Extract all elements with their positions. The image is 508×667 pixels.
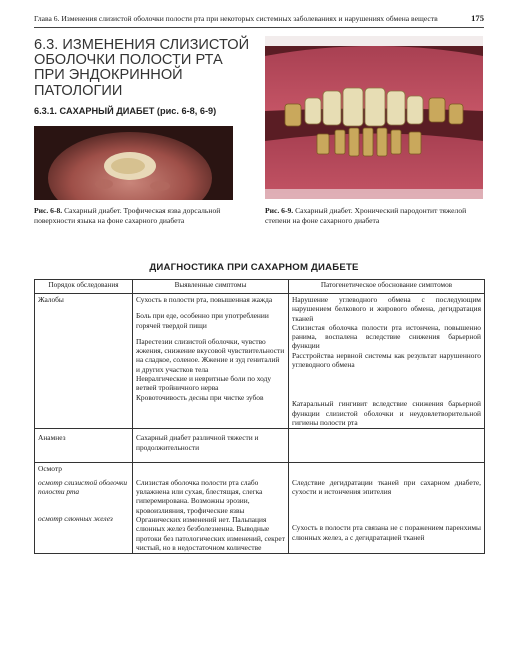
row-label: Жалобы <box>35 294 133 429</box>
symptom-text: Невралгические и невритные боли по ходу ветвей тройничного нерва <box>136 374 272 393</box>
symptom-text: Парестезии слизистой оболочки, чувство жжения, снижение вкусовой чувствительности на сладкое, соленое. Жжение и зуд гениталий и других участков тела <box>136 336 285 374</box>
periodontitis-teeth-image <box>265 36 483 199</box>
column-header: Выявленные симптомы <box>133 280 289 294</box>
rationale-text: Расстройства нервной системы как результат нарушенного углеводного обмена <box>292 350 481 370</box>
table-title: ДИАГНОСТИКА ПРИ САХАРНОМ ДИАБЕТЕ <box>149 262 359 273</box>
table-row-exam <box>35 462 485 553</box>
rationale-text: Следствие дегидратации тканей при сахарном диабете, сухости и истончения эпителия <box>292 477 481 497</box>
rationale-text: Слизистая оболочка полости рта истончена, повышенно ранима, воспалена вследствие снижения барьерной функции <box>292 322 481 351</box>
exam-sub-label: осмотр слюнных желез <box>38 513 113 523</box>
symptom-text: Боль при еде, особенно при употреблении горячей твердой пищи <box>136 311 269 330</box>
symptom-text: Органических изменений нет. Пальпация слюнных желез безболезненна. Выводные протоки без патологических изменений, секрет чистый, но в недостаточном количестве <box>136 515 285 552</box>
symptoms-cell <box>133 294 289 429</box>
diagnostics-table <box>34 279 485 554</box>
figure-label: Рис. 6-9. <box>265 206 294 215</box>
row-label: Анамнез <box>35 429 133 463</box>
symptom-text: Сухость в полости рта, повышенная жажда <box>136 295 273 304</box>
figure-6-8-caption <box>34 206 250 225</box>
diagnostics-table-wrap <box>34 279 484 554</box>
exam-label-cell <box>35 462 133 553</box>
rationale-text: Сухость в полости рта связана не с поражением паренхимы слюнных желез, а с дегидратацией тканей <box>292 523 481 542</box>
section-title: 6.3. ИЗМЕНЕНИЯ СЛИЗИСТОЙ ОБОЛОЧКИ ПОЛОСТИ РТА ПРИ ЭНДОКРИННОЙ ПАТОЛОГИИ <box>34 37 250 99</box>
symptoms-cell <box>133 462 289 553</box>
exam-sub-label: осмотр слизистой оболочки полости рта <box>38 478 128 497</box>
rationale-cell <box>289 294 485 429</box>
rationale-cell <box>289 429 485 463</box>
column-header: Порядок обследования <box>35 280 133 294</box>
running-head <box>34 11 484 28</box>
row-label: Осмотр <box>38 463 62 473</box>
table-row-anamnesis <box>35 429 485 463</box>
page-number: 175 <box>471 13 484 23</box>
symptom-text: Слизистая оболочка полости рта слабо увлажнена или сухая, блестящая, слегка гиперемирована. Возможны эрозии, кровоизлияния, трофические язвы <box>136 477 263 515</box>
figure-tongue-photo <box>34 126 233 200</box>
rationale-text: Нарушение углеводного обмена с последующим нарушением белкового и жирового обмена, дегидратация тканей <box>292 295 481 323</box>
subsection-title: 6.3.1. САХАРНЫЙ ДИАБЕТ (рис. 6-8, 6-9) <box>34 106 217 116</box>
rationale-text: Катаральный гингивит вследствие снижения барьерной функции слизистой оболочки и неудовлетворительной гигиены полости рта <box>292 399 481 427</box>
table-header-row <box>35 280 485 294</box>
figure-periodontitis-photo <box>265 36 483 199</box>
figure-caption-text: Сахарный диабет. Хронический пародонтит тяжелой степени на фоне сахарного диабета <box>265 206 467 225</box>
figure-label: Рис. 6-8. <box>34 206 63 215</box>
symptom-text: Кровоточивость десны при чистке зубов <box>136 392 264 402</box>
figure-6-9-caption <box>265 206 487 225</box>
figure-caption-text: Сахарный диабет. Трофическая язва дорсальной поверхности языка на фоне сахарного диабета <box>34 206 221 225</box>
table-row-complaints <box>35 294 485 429</box>
rationale-cell <box>289 462 485 553</box>
tongue-ulcer-image <box>34 126 233 200</box>
running-head-text: Глава 6. Изменения слизистой оболочки полости рта при некоторых системных заболеваниях и нарушениях обмена веществ <box>34 14 438 23</box>
symptoms-cell: Сахарный диабет различной тяжести и продолжительности <box>133 429 289 463</box>
column-header: Патогенетическое обоснование симптомов <box>289 280 485 294</box>
